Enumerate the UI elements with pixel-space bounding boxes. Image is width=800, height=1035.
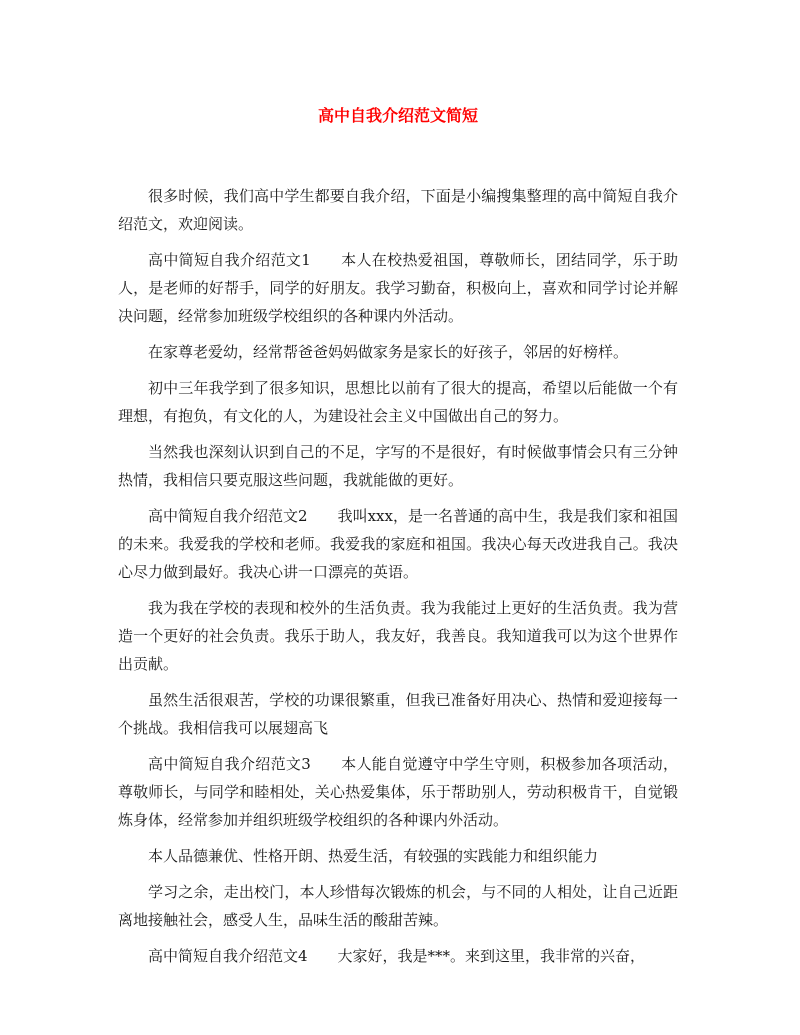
paragraph-text: 当然我也深刻认识到自己的不足，字写的不是很好，有时候做事情会只有三分钟热情，我相信只要克服这些问题，我就能做的更好。 <box>118 443 678 489</box>
paragraph-text: 我为我在学校的表现和校外的生活负责。我为我能过上更好的生活负责。我为营造一个更好的社会负责。我乐于助人，我友好，我善良。我知道我可以为这个世界作出贡献。 <box>118 599 678 673</box>
paragraph <box>118 686 678 742</box>
paragraph-sample-2 <box>118 502 678 586</box>
document-body <box>118 182 678 970</box>
paragraph <box>118 842 678 870</box>
sample-heading: 高中简短自我介绍范文2 <box>148 507 308 525</box>
sample-heading: 高中简短自我介绍范文3 <box>148 755 311 773</box>
paragraph <box>118 338 678 366</box>
paragraph-sample-1 <box>118 246 678 330</box>
paragraph-intro <box>118 182 678 238</box>
paragraph <box>118 438 678 494</box>
paragraph-text: 本人品德兼优、性格开朗、热爱生活，有较强的实践能力和组织能力 <box>148 847 599 865</box>
paragraph-text: 在家尊老爱幼，经常帮爸爸妈妈做家务是家长的好孩子，邻居的好榜样。 <box>148 343 629 361</box>
paragraph-text: 初中三年我学到了很多知识，思想比以前有了很大的提高，希望以后能做一个有理想，有抱负，有文化的人，为建设社会主义中国做出自己的努力。 <box>118 379 678 425</box>
sample-heading: 高中简短自我介绍范文1 <box>148 251 311 269</box>
paragraph-text: 本人能自觉遵守中学生守则，积极参加各项活动，尊敬师长，与同学和睦相处，关心热爱集体，乐于帮助别人，劳动积极肯干，自觉锻炼身体，经常参加并组织班级学校组织的各种课内外活动。 <box>118 755 678 829</box>
paragraph-text: 很多时候，我们高中学生都要自我介绍，下面是小编搜集整理的高中简短自我介绍范文，欢迎阅读。 <box>118 187 678 233</box>
paragraph <box>118 878 678 934</box>
paragraph-text: 大家好，我是***。来到这里，我非常的兴奋， <box>337 947 646 965</box>
paragraph <box>118 594 678 678</box>
paragraph-text: 学习之余，走出校门，本人珍惜每次锻炼的机会，与不同的人相处，让自己近距离地接触社会，感受人生，品味生活的酸甜苦辣。 <box>118 883 678 929</box>
paragraph <box>118 374 678 430</box>
paragraph-sample-3 <box>118 750 678 834</box>
sample-heading: 高中简短自我介绍范文4 <box>148 947 308 965</box>
document-title: 高中自我介绍范文简短 <box>317 106 478 125</box>
paragraph-sample-4 <box>118 942 678 970</box>
paragraph-text: 虽然生活很艰苦，学校的功课很繁重，但我已准备好用决心、热情和爱迎接每一个挑战。我相信我可以展翅高飞 <box>118 691 678 737</box>
paragraph-text: 我叫xxx，是一名普通的高中生，我是我们家和祖国的未来。我爱我的学校和老师。我爱我的家庭和祖国。我决心每天改进我自己。我决心尽力做到最好。我决心讲一口漂亮的英语。 <box>118 507 679 581</box>
paragraph-text: 本人在校热爱祖国，尊敬师长，团结同学，乐于助人，是老师的好帮手，同学的好朋友。我学习勤奋，积极向上，喜欢和同学讨论并解决问题，经常参加班级学校组织的各种课内外活动。 <box>118 251 678 325</box>
